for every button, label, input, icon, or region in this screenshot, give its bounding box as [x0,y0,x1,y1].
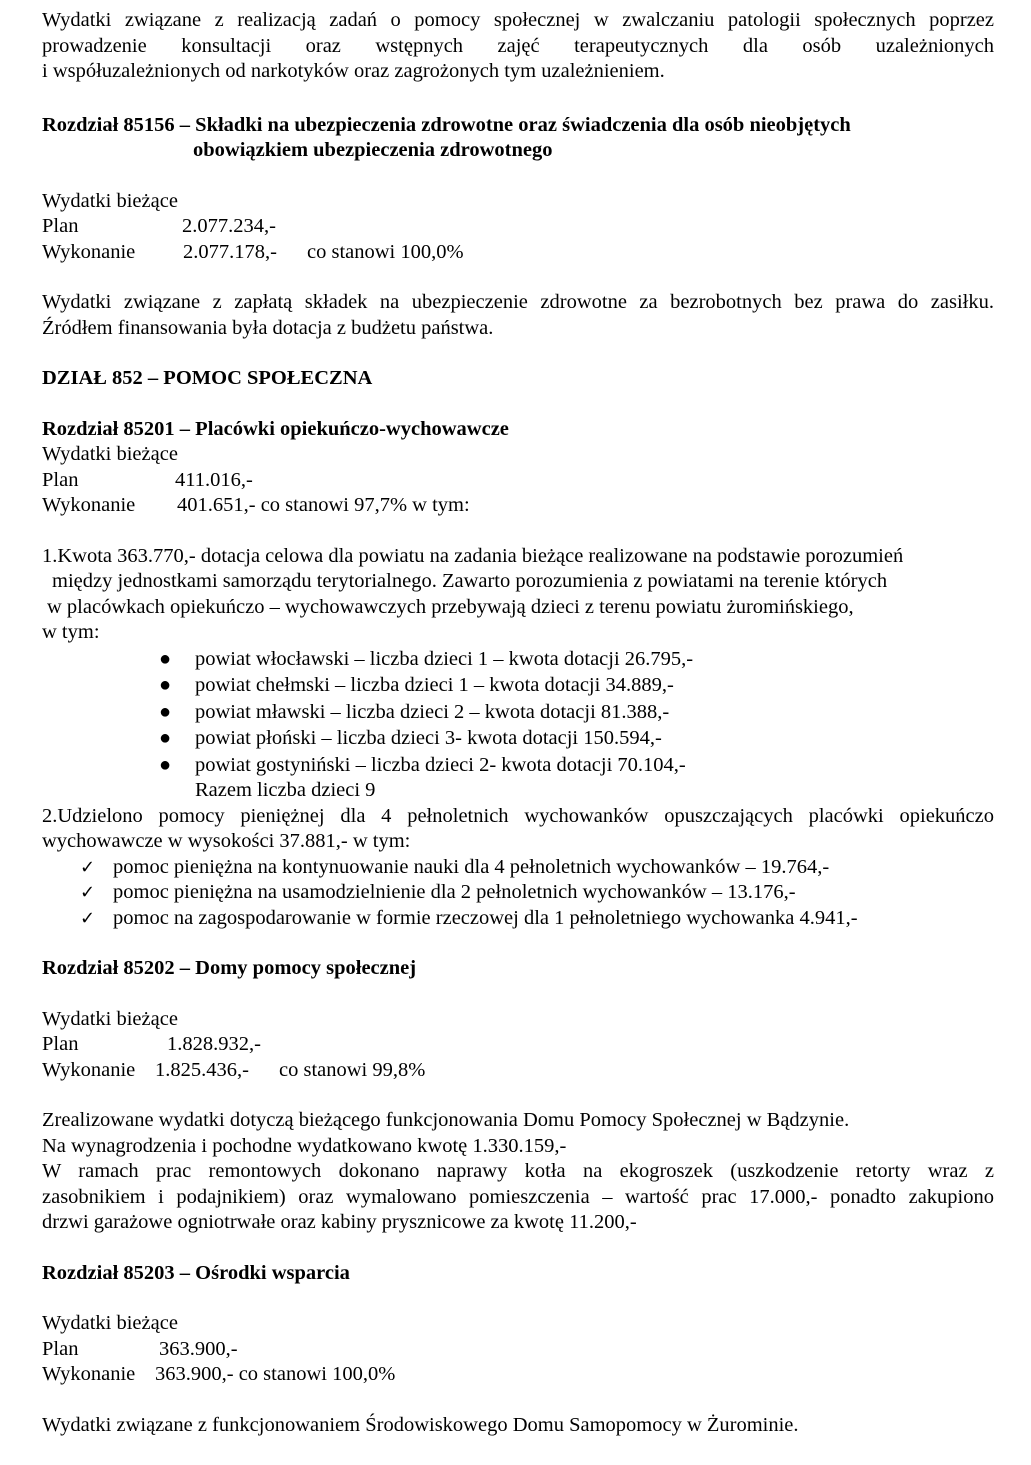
execution-row [42,1362,994,1388]
description-line: Zrealizowane wydatki dotyczą bieżącego funkcjonowania Domu Pomocy Społecznej w Bądzynie. [42,1109,850,1131]
list-item-text: powiat gostyniński – liczba dzieci 2- kwota dotacji 70.104,- [195,753,686,776]
list-item [42,699,994,726]
intro-line: Wydatki związane z realizacją zadań o pomocy społecznej w zwalczaniu patologii społecznych poprzez [42,9,994,31]
execution-row [42,1058,994,1084]
description-line: Wydatki związane z funkcjonowaniem Środowiskowego Domu Samopomocy w Żurominie. [42,1413,799,1436]
list-item-text: pomoc pieniężna na usamodzielnienie dla 2 pełnoletnich wychowanków – 13.176,- [113,881,796,903]
execution-percent: co stanowi 100,0% [307,240,464,263]
description-line: Wydatki związane z zapłatą składek na ubezpieczenie zdrowotne za bezrobotnych bez prawa do zasiłku. [42,291,994,313]
expense-type-label: Wydatki bieżące [42,443,178,465]
bullet-icon: ● [159,753,172,776]
list-item-text: powiat chełmski – liczba dzieci 1 – kwota dotacji 34.889,- [195,674,674,696]
execution-value: 363.900,- co stanowi 100,0% [155,1363,396,1385]
intro-paragraph [42,8,994,85]
total-children: Razem liczba dzieci 9 [195,779,376,801]
expense-type-label: Wydatki bieżące [42,1007,178,1030]
plan-value: 411.016,- [175,468,253,491]
intro-line: i współuzależnionych od narkotyków oraz zagrożonych tym uzależnieniem. [42,60,665,82]
section-heading-85201: Rozdział 85201 – Placówki opiekuńczo-wychowawcze [42,417,509,440]
description-line: zasobnikiem i podajnikiem) oraz wymalowano pomieszczenia – wartość prac 17.000,- ponadto zakupiono [42,1185,994,1208]
checkmark-icon: ✓ [80,856,96,878]
execution-row [42,240,994,266]
description-line: Źródłem finansowania była dotacja z budżetu państwa. [42,316,494,339]
list-item-text: powiat mławski – liczba dzieci 2 – kwota dotacji 81.388,- [195,700,670,723]
point-2-line: 2.Udzielono pomocy pieniężnej dla 4 pełnoletnich wychowanków opuszczających placówki opiekuńczo [42,804,994,827]
execution-label: Wykonanie [42,240,136,263]
point-1-line: w tym: [42,621,100,643]
plan-row [42,214,994,240]
execution-row [42,493,994,519]
point-1-line: między jednostkami samorządu terytorialnego. Zawarto porozumienia z powiatami na terenie których [52,570,888,592]
section-heading-85156: Rozdział 85156 – Składki na ubezpieczenia zdrowotne oraz świadczenia dla osób nieobjętych [42,113,851,136]
expense-type-label: Wydatki bieżące [42,189,178,212]
bullet-icon: ● [159,674,172,696]
section-heading-85156-cont: obowiązkiem ubezpieczenia zdrowotnego [193,139,553,161]
execution-label: Wykonanie [42,1363,136,1385]
plan-value: 1.828.932,- [167,1033,261,1055]
list-item-text: pomoc na zagospodarowanie w formie rzeczowej dla 1 pełnoletniego wychowanka 4.941,- [113,906,858,929]
plan-label: Plan [42,1337,79,1360]
list-item [42,672,994,699]
plan-label: Plan [42,1033,79,1055]
point-1-line: w placówkach opiekuńczo – wychowawczych przebywają dzieci z terenu powiatu żuromińskiego, [47,595,854,618]
plan-row [42,1337,994,1363]
section-heading-85202: Rozdział 85202 – Domy pomocy społecznej [42,957,417,979]
list-item [42,880,994,906]
description-line: W ramach prac remontowych dokonano naprawy kotła na ekogroszek (uszkodzenie retorty wraz z [42,1160,994,1182]
list-item [42,752,994,779]
check-list [42,855,994,932]
list-item-text: pomoc pieniężna na kontynuowanie nauki dla 4 pełnoletnich wychowanków – 19.764,- [113,855,830,878]
execution-value: 1.825.436,- [155,1058,249,1081]
intro-line: prowadzenie konsultacji oraz wstępnych zajęć terapeutycznych dla osób uzależnionych [42,34,994,57]
description-line: drzwi garażowe ogniotrwałe oraz kabiny prysznicowe za kwotę 11.200,- [42,1211,637,1233]
list-item [42,646,994,673]
section-heading-85203: Rozdział 85203 – Ośrodki wsparcia [42,1261,350,1284]
list-item-text: powiat płoński – liczba dzieci 3- kwota dotacji 150.594,- [195,727,662,749]
plan-value: 2.077.234,- [182,215,276,237]
execution-value: 2.077.178,- [183,240,277,263]
bullet-icon: ● [159,647,172,670]
checkmark-icon: ✓ [80,882,96,903]
list-item-text: powiat włocławski – liczba dzieci 1 – kwota dotacji 26.795,- [195,647,694,670]
description-line: Na wynagrodzenia i pochodne wydatkowano kwotę 1.330.159,- [42,1134,567,1157]
execution-percent: co stanowi 99,8% [279,1058,426,1081]
checkmark-icon: ✓ [80,907,96,929]
expense-type-label: Wydatki bieżące [42,1312,178,1334]
bullet-icon: ● [159,700,172,723]
plan-value: 363.900,- [159,1337,238,1360]
point-1-line: 1.Kwota 363.770,- dotacja celowa dla powiatu na zadania bieżące realizowane na podstawie porozumień [42,544,904,567]
plan-label: Plan [42,215,79,237]
list-item [42,725,994,752]
plan-row [42,468,994,494]
execution-label: Wykonanie [42,1058,136,1081]
division-heading: DZIAŁ 852 – POMOC SPOŁECZNA [42,367,373,389]
bullet-icon: ● [159,727,172,749]
point-2-line: wychowawcze w wysokości 37.881,- w tym: [42,830,411,852]
bullet-list [42,646,994,804]
plan-row [42,1032,994,1058]
list-item [42,855,994,881]
document-page [42,8,994,1438]
execution-value: 401.651,- co stanowi 97,7% w tym: [177,494,470,516]
execution-label: Wykonanie [42,494,136,516]
plan-label: Plan [42,468,79,491]
list-item [42,906,994,932]
